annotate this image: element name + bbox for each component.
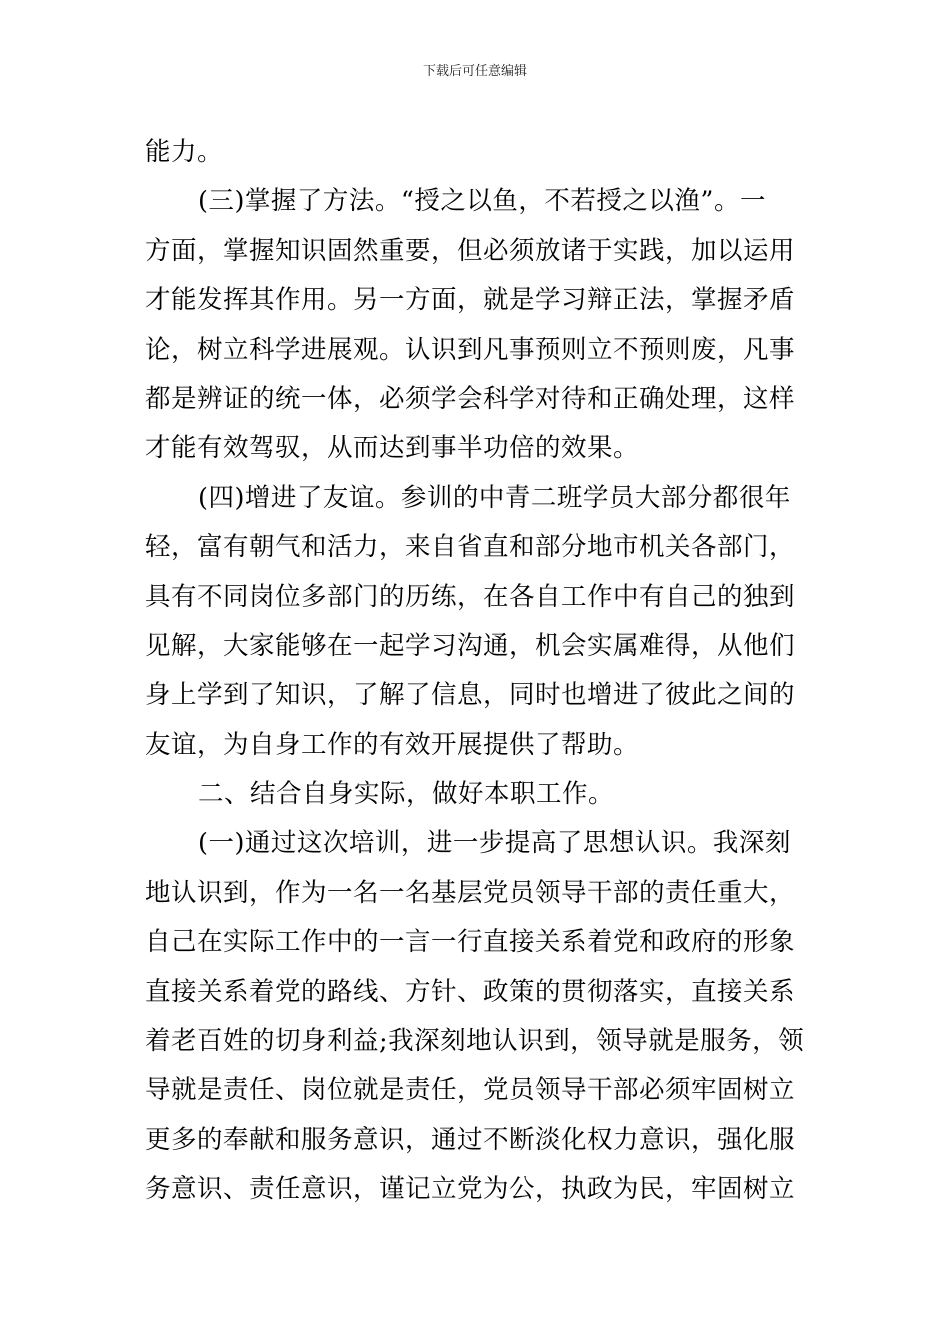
text-line: 务意识、责任意识，谨记立党为公，执政为民，牢固树立 [145, 1174, 796, 1205]
paragraph-start-line: (三)掌握了方法。“授之以鱼，不若授之以渔”。一 [198, 186, 766, 217]
section-heading-line: 二、结合自身实际，做好本职工作。 [198, 779, 615, 810]
text-line: 具有不同岗位多部门的历练，在各自工作中有自己的独到 [145, 581, 796, 612]
document-body [145, 128, 807, 1215]
text-line: 更多的奉献和服务意识，通过不断淡化权力意识，强化服 [145, 1124, 796, 1155]
text-line: 自己在实际工作中的一言一行直接关系着党和政府的形象 [145, 927, 796, 958]
text-line: 地认识到，作为一名一名基层党员领导干部的责任重大， [145, 877, 796, 908]
text-line: 轻，富有朝气和活力，来自省直和部分地市机关各部门， [145, 532, 796, 563]
paragraph-start-line: (一)通过这次培训，进一步提高了思想认识。我深刻 [198, 828, 791, 859]
text-line: 能力。 [145, 137, 224, 167]
page-header: 下载后可任意编辑 [422, 64, 527, 79]
text-line: 友谊，为自身工作的有效开展提供了帮助。 [145, 729, 640, 760]
text-line: 着老百姓的切身利益;我深刻地认识到，领导就是服务，领 [145, 1026, 805, 1057]
text-line: 见解，大家能够在一起学习沟通，机会实属难得，从他们 [145, 630, 796, 661]
text-line: 都是辨证的统一体，必须学会科学对待和正确处理，这样 [145, 383, 796, 414]
text-line: 身上学到了知识，了解了信息，同时也增进了彼此之间的 [145, 680, 796, 711]
text-line: 直接关系着党的路线、方针、政策的贯彻落实，直接关系 [145, 976, 796, 1007]
paragraph-start-line: (四)增进了友谊。参训的中青二班学员大部分都很年 [198, 482, 791, 513]
text-line: 导就是责任、岗位就是责任，党员领导干部必须牢固树立 [145, 1075, 796, 1106]
text-line: 方面，掌握知识固然重要，但必须放诸于实践，加以运用 [145, 235, 796, 266]
text-line: 才能有效驾驭，从而达到事半功倍的效果。 [145, 433, 640, 464]
text-line: 才能发挥其作用。另一方面，就是学习辩正法，掌握矛盾 [145, 285, 796, 316]
text-line: 论，树立科学进展观。认识到凡事预则立不预则废，凡事 [145, 334, 796, 365]
